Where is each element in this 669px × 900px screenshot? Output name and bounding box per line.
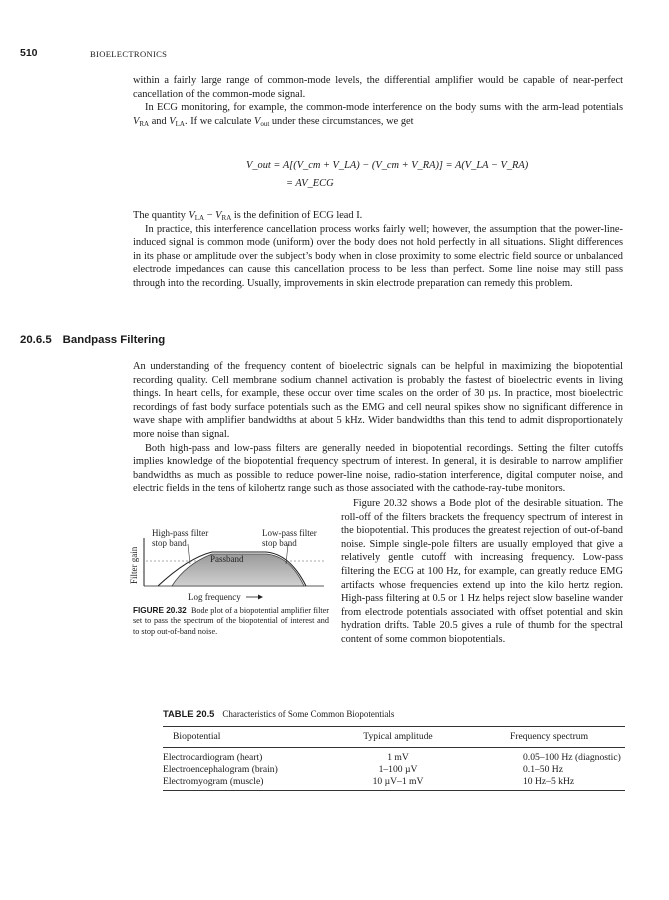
table-row [163,747,625,764]
y-axis-label: Filter gain [129,546,139,584]
table-cell: 10 µV–1 mV [323,776,473,791]
paragraph-1: within a fairly large range of common-mode levels, the differential amplifier would be capable of near-perfect cancellation of the common-mode signal. [133,75,623,100]
table-caption-label: TABLE 20.5 [163,708,215,719]
intro-block [133,74,623,128]
bode-plot-figure [128,524,336,604]
table-cell: 1–100 µV [378,763,418,775]
column-header-biopotential: Biopotential [163,727,323,748]
table-cell: 10 Hz–5 kHz [473,776,625,791]
page-number: 510 [20,47,38,59]
column-header-spectrum: Frequency spectrum [473,727,625,748]
paragraph-2: In ECG monitoring, for example, the common-mode interference on the body sums with the arm-lead potentials $V_{RA}$ and $V_{LA}$. If we calculate $V_{out}$ under these circumstances, we get [133,102,623,128]
paragraph-4: In practice, this interference cancellation process works fairly well; however, the assumption that the power-line-induced signal is common mode (uniform) over the body does not hold perfectly in all situations. Slight differences in its phase or amplitude over the subject’s body when in close proximity to some electric field source or unbalanced electrode impedances can cause this cancellation process to be less than perfect. Some line noise may still pass through into the recording. Usually, improvements in skin electrode preparation can remedy this problem. [133,223,623,289]
table-caption-text: Characteristics of Some Common Biopotentials [222,709,395,719]
table-cell: 0.05–100 Hz (diagnostic) [523,751,621,763]
equation-line-1: V_out = A[(V_cm + V_LA) − (V_cm + V_RA)] = A(V_LA − V_RA) [246,160,529,171]
section-title: Bandpass Filtering [62,334,166,346]
x-label-arrowhead [258,595,263,600]
table-header-row [163,727,625,748]
low-pass-label-2: stop band [262,538,297,548]
table-row [163,764,625,776]
body-block [133,360,623,496]
table-cell: Electromyogram (muscle) [163,776,323,791]
section-number: 20.6.5 [20,334,52,346]
paragraph-6: Both high-pass and low-pass filters are generally needed in biopotential recordings. Setting the filter cutoffs implies knowledge of the biopotential frequency spectrum of interest. In general, it is desirable to narrow amplifier bandwidths as much as possible to reduce power-line noise, radio-station interference, digital computer noise, and electric fields in the tens of kilohertz range such as those associated with the cathode-ray-tube monitors. [133,442,623,495]
column-header-amplitude: Typical amplitude [323,727,473,748]
paragraph-7: Figure 20.32 shows a Bode plot of the desirable situation. The roll-off of the filters brackets the frequency spectrum of interest in the biopotential. This produces the greatest rejection of out-of-band noise. Simple single-pole filters are usually employed that give a relatively gentle cutoff with increasing frequency. Low-pass filtering the ECG at 100 Hz, for example, can greatly reduce EMG artifacts whose frequencies extend up into the kilo hertz region. High-pass filtering at 0.5 or 1 Hz helps reject slow baseline wander from electrode potentials associated with offset potential and skin hydration drifts. Table 20.5 gives a rule of thumb for the spectral content of some common biopotentials. [341,498,623,645]
figure-caption-label: FIGURE 20.32 [133,606,187,615]
running-title: BIOELECTRONICS [90,49,168,59]
after-equation-block [133,209,623,291]
paragraph-3: The quantity $V_{LA} - V_{RA}$ is the definition of ECG lead I. [133,210,363,222]
table-caption [163,707,394,722]
figure-caption-text: Bode plot of a biopotential amplifier filter set to pass the spectrum of the biopotential of interest and to stop out-of-band noise. [133,606,329,636]
biopotential-table [163,726,625,791]
table-cell: 0.1–50 Hz [523,763,563,775]
table-cell: Electroencephalogram (brain) [163,763,278,775]
high-pass-label: High-pass filter [152,528,209,538]
table-cell: 1 mV [387,751,409,763]
table-row [163,776,625,791]
paragraph-5: An understanding of the frequency content of bioelectric signals can be helpful in maximizing the biopotential recording quality. Cell membrane sodium channel activation is probably the fastest of bioelectric events in living things. In heart cells, for example, these occur over time scales on the order of 30 µs. In practice, most bioelectric recordings of fast body surface potentials such as the EMG and cell neural spikes show no significant difference in wave shape with amplifier bandwidths at about 5 kHz. Wider bandwidths than this tend to admit disproportionately more noise than signal. [133,361,623,440]
high-pass-label-2: stop band [152,538,187,548]
passband-label: Passband [210,554,244,564]
table-cell: Electrocardiogram (heart) [163,751,263,763]
right-column-block [341,497,623,647]
figure-caption [133,606,329,637]
section-heading [20,334,165,348]
hp-pointer-line [188,544,190,564]
equation-line-2: = AV_ECG [286,178,334,189]
low-pass-label: Low-pass filter [262,528,317,538]
x-axis-label: Log frequency [188,592,241,602]
